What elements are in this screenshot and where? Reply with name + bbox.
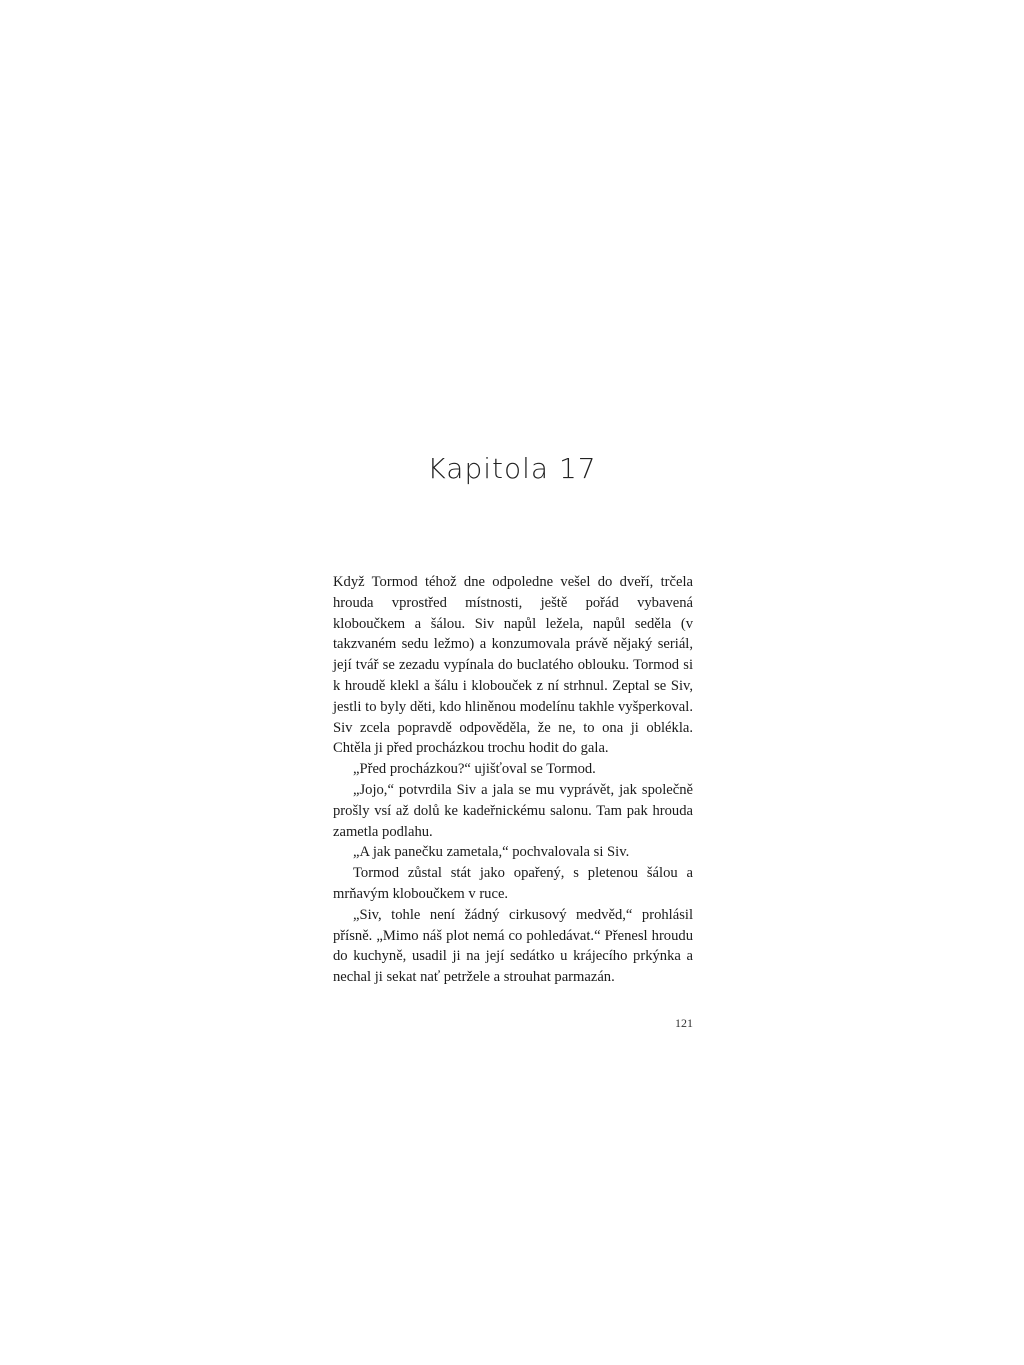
paragraph: „Siv, tohle není žádný cirkusový medvěd,“ prohlásil přísně. „Mimo náš plot nemá co pohledávat.“ Přenesl hroudu do kuchyně, usadil ji na její sedátko u krájecího prkýnka a nechal ji sekat nať petržele a strouhat parmazán. — [333, 906, 693, 986]
chapter-title: Kapitola 17 — [427, 452, 597, 485]
paragraph: „A jak panečku zametala,“ pochvalovala si Siv. — [353, 844, 630, 861]
page-number: 121 — [675, 1016, 693, 1030]
chapter-body — [333, 572, 693, 988]
paragraph: „Jojo,“ potvrdila Siv a jala se mu vyprávět, jak společně prošly vsí až dolů ke kadeřnickému salonu. Tam pak hrouda zametla podlahu. — [333, 781, 693, 840]
paragraph: „Před procházkou?“ ujišťoval se Tormod. — [353, 761, 596, 778]
paragraph: Tormod zůstal stát jako opařený, s pletenou šálou a mrňavým kloboučkem v ruce. — [333, 865, 693, 902]
paragraph: Když Tormod téhož dne odpoledne vešel do dveří, trčela hrouda vprostřed místnosti, ještě pořád vybavená kloboučkem a šálou. Siv napůl ležela, napůl seděla (v takzvaném sedu ležmo) a konzumovala právě nějaký seriál, její tvář se zezadu vypínala do buclatého oblouku. Tormod si k hroudě klekl a šálu i klobouček z ní strhnul. Zeptal se Siv, jestli to byly děti, kdo hliněnou modelínu takhle vyšperkoval. Siv zcela popravdě odpověděla, že ne, to ona ji oblékla. Chtěla ji před procházkou trochu hodit do gala. — [333, 574, 693, 757]
